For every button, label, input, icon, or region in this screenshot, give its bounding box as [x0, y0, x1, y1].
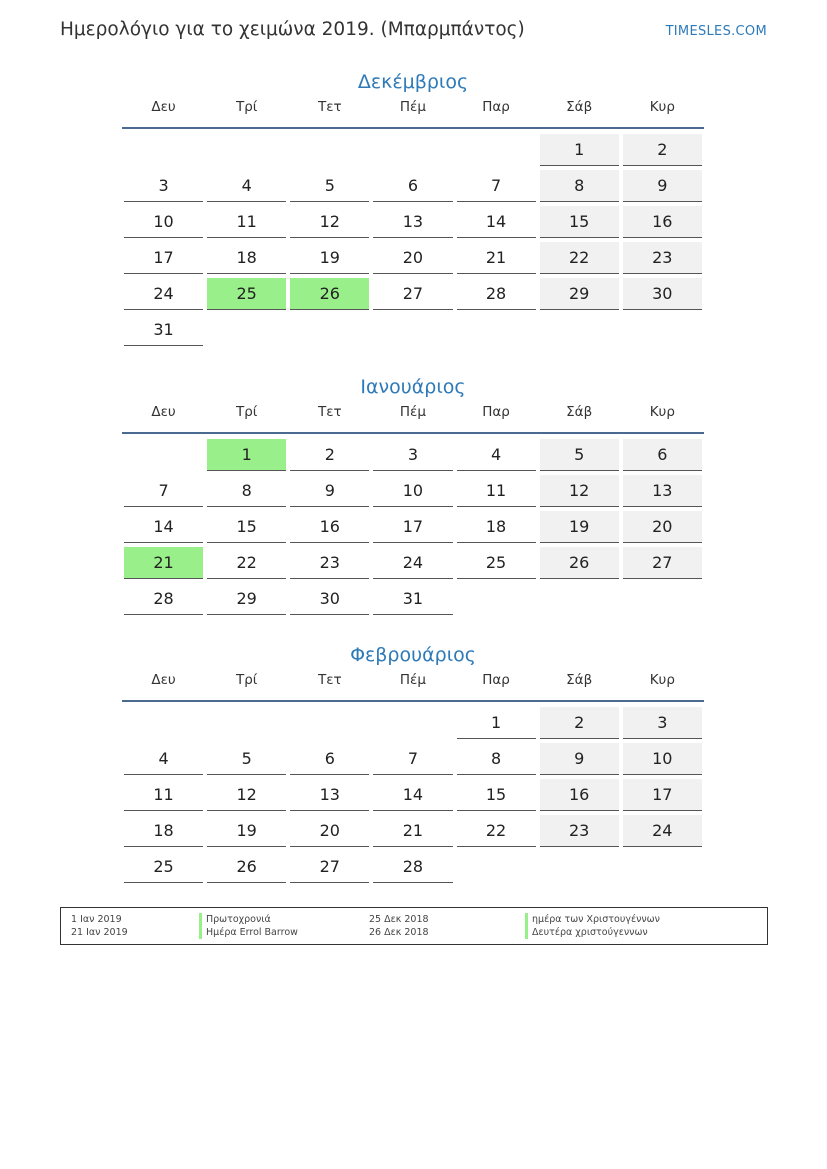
weekday-label: Τρί	[235, 404, 258, 420]
day-cell[interactable]	[205, 583, 288, 619]
empty-cell	[122, 707, 205, 743]
day-cell[interactable]	[371, 779, 454, 815]
weekday-header-row	[122, 670, 704, 702]
day-number: 3	[124, 170, 203, 202]
day-number: 19	[290, 242, 369, 274]
day-number: 14	[124, 511, 203, 543]
month-calendar	[122, 372, 704, 619]
day-number: 3	[623, 707, 702, 739]
day-cell[interactable]	[122, 743, 205, 779]
day-number: 15	[540, 206, 619, 238]
empty-cell	[205, 134, 288, 170]
page-title: Ημερολόγιο για το χειμώνα 2019. (Μπαρμπάντος)	[60, 19, 525, 40]
legend-date: 25 Δεκ 2018	[369, 914, 429, 925]
weekday-label: Πέμ	[399, 672, 426, 688]
day-cell[interactable]	[288, 779, 371, 815]
weekday-label: Κυρ	[649, 404, 675, 420]
day-number: 31	[124, 314, 203, 346]
day-number: 12	[540, 475, 619, 507]
weekday-label: Παρ	[482, 672, 510, 688]
day-cell[interactable]	[621, 278, 704, 314]
day-cell[interactable]	[288, 511, 371, 547]
day-cell[interactable]	[538, 475, 621, 511]
day-number: 24	[124, 278, 203, 310]
day-cell[interactable]	[288, 583, 371, 619]
day-cell[interactable]	[455, 475, 538, 511]
day-cell[interactable]	[538, 206, 621, 242]
day-number: 5	[207, 743, 286, 775]
day-number: 7	[124, 475, 203, 507]
day-cell[interactable]	[371, 743, 454, 779]
day-cell[interactable]	[455, 278, 538, 314]
day-number: 6	[373, 170, 452, 202]
day-number: 20	[623, 511, 702, 543]
day-number: 15	[207, 511, 286, 543]
day-number: 30	[290, 583, 369, 615]
day-cell[interactable]	[455, 815, 538, 851]
day-number: 26	[207, 851, 286, 883]
day-number: 23	[290, 547, 369, 579]
day-number: 15	[457, 779, 536, 811]
day-cell[interactable]	[371, 815, 454, 851]
day-cell[interactable]	[538, 511, 621, 547]
day-cell[interactable]	[538, 779, 621, 815]
empty-cell	[288, 134, 371, 170]
day-number: 31	[373, 583, 452, 615]
day-cell[interactable]	[205, 743, 288, 779]
day-number: 23	[623, 242, 702, 274]
day-number: 29	[207, 583, 286, 615]
day-cell[interactable]	[455, 206, 538, 242]
weekday-label: Κυρ	[649, 672, 675, 688]
day-number: 8	[207, 475, 286, 507]
day-number: 4	[457, 439, 536, 471]
day-number: 30	[623, 278, 702, 310]
day-number: 19	[207, 815, 286, 847]
day-cell[interactable]	[538, 134, 621, 170]
day-cell[interactable]	[122, 851, 205, 887]
day-number: 12	[207, 779, 286, 811]
day-cell[interactable]	[455, 439, 538, 475]
day-number: 2	[290, 439, 369, 471]
day-cell[interactable]	[288, 206, 371, 242]
empty-cell	[455, 134, 538, 170]
day-cell[interactable]	[455, 743, 538, 779]
day-cell[interactable]	[122, 242, 205, 278]
day-number: 8	[540, 170, 619, 202]
day-number: 23	[540, 815, 619, 847]
day-cell[interactable]	[288, 242, 371, 278]
day-number: 14	[373, 779, 452, 811]
day-number: 10	[623, 743, 702, 775]
weekday-label: Παρ	[482, 99, 510, 115]
empty-cell	[122, 134, 205, 170]
day-cell[interactable]	[538, 743, 621, 779]
weekday-label: Παρ	[482, 404, 510, 420]
day-cell[interactable]	[621, 743, 704, 779]
day-cell[interactable]	[621, 547, 704, 583]
weekday-label: Σάβ	[566, 672, 593, 688]
day-number: 11	[124, 779, 203, 811]
day-cell[interactable]	[371, 439, 454, 475]
month-title: Δεκέμβριος	[357, 71, 469, 93]
brand-logo-text[interactable]: TIMESLES.COM	[665, 24, 767, 39]
day-number: 27	[623, 547, 702, 579]
day-number: 28	[124, 583, 203, 615]
day-cell[interactable]	[371, 583, 454, 619]
day-number: 28	[373, 851, 452, 883]
day-number: 16	[623, 206, 702, 238]
day-number: 9	[623, 170, 702, 202]
day-cell[interactable]	[621, 815, 704, 851]
day-cell[interactable]	[288, 743, 371, 779]
day-number: 24	[373, 547, 452, 579]
day-number: 18	[207, 242, 286, 274]
day-cell[interactable]	[122, 206, 205, 242]
day-cell[interactable]	[288, 439, 371, 475]
day-number: 25	[457, 547, 536, 579]
day-cell[interactable]	[621, 779, 704, 815]
day-cell[interactable]	[288, 475, 371, 511]
day-cell[interactable]	[455, 511, 538, 547]
day-number: 7	[457, 170, 536, 202]
day-number: 1	[540, 134, 619, 166]
day-number: 6	[623, 439, 702, 471]
day-number: 4	[124, 743, 203, 775]
day-cell[interactable]	[205, 170, 288, 206]
weekday-label: Δευ	[151, 404, 176, 420]
day-cell[interactable]	[621, 475, 704, 511]
day-cell[interactable]	[455, 170, 538, 206]
day-cell[interactable]	[455, 707, 538, 743]
day-cell[interactable]	[205, 511, 288, 547]
day-cell[interactable]	[122, 475, 205, 511]
day-number: 21	[373, 815, 452, 847]
day-cell[interactable]	[371, 206, 454, 242]
day-cell[interactable]	[371, 278, 454, 314]
day-cell[interactable]	[538, 242, 621, 278]
legend-date: 26 Δεκ 2018	[369, 927, 429, 938]
day-number: 14	[457, 206, 536, 238]
day-cell[interactable]	[538, 815, 621, 851]
holiday-day-cell[interactable]	[205, 439, 288, 475]
day-number: 29	[540, 278, 619, 310]
day-cell[interactable]	[288, 170, 371, 206]
day-cell[interactable]	[621, 511, 704, 547]
day-number: 18	[457, 511, 536, 543]
legend-holiday-name: Δευτέρα χριστούγεννων	[525, 926, 648, 939]
weekday-header-row	[122, 402, 704, 434]
empty-cell	[371, 134, 454, 170]
day-number: 8	[457, 743, 536, 775]
day-cell[interactable]	[122, 583, 205, 619]
day-number: 17	[623, 779, 702, 811]
holiday-legend	[60, 907, 768, 945]
weekday-label: Δευ	[151, 99, 176, 115]
day-cell[interactable]	[205, 547, 288, 583]
month-calendar	[122, 67, 704, 350]
day-cell[interactable]	[455, 242, 538, 278]
empty-cell	[371, 707, 454, 743]
holiday-day-cell[interactable]	[288, 278, 371, 314]
weekday-header-row	[122, 97, 704, 129]
day-number: 21	[457, 242, 536, 274]
day-number: 22	[540, 242, 619, 274]
day-cell[interactable]	[621, 206, 704, 242]
day-number: 10	[373, 475, 452, 507]
weekday-label: Τετ	[317, 672, 342, 688]
day-cell[interactable]	[205, 242, 288, 278]
weekday-label: Σάβ	[566, 404, 593, 420]
empty-cell	[122, 439, 205, 475]
day-number: 16	[290, 511, 369, 543]
day-cell[interactable]	[621, 170, 704, 206]
day-cell[interactable]	[205, 206, 288, 242]
day-cell[interactable]	[371, 851, 454, 887]
day-cell[interactable]	[371, 511, 454, 547]
day-cell[interactable]	[538, 439, 621, 475]
day-number: 28	[457, 278, 536, 310]
day-cell[interactable]	[122, 815, 205, 851]
day-cell[interactable]	[288, 547, 371, 583]
day-number: 5	[290, 170, 369, 202]
day-cell[interactable]	[455, 779, 538, 815]
day-number: 17	[373, 511, 452, 543]
day-number: 22	[207, 547, 286, 579]
day-cell[interactable]	[371, 170, 454, 206]
day-cell[interactable]	[621, 242, 704, 278]
day-number: 16	[540, 779, 619, 811]
weekday-label: Πέμ	[399, 99, 426, 115]
day-grid	[122, 439, 704, 619]
day-cell[interactable]	[288, 815, 371, 851]
day-cell[interactable]	[621, 439, 704, 475]
day-cell[interactable]	[621, 707, 704, 743]
day-cell[interactable]	[538, 547, 621, 583]
day-cell[interactable]	[621, 134, 704, 170]
day-grid	[122, 707, 704, 887]
day-number: 22	[457, 815, 536, 847]
day-number: 2	[623, 134, 702, 166]
day-number: 2	[540, 707, 619, 739]
day-cell[interactable]	[538, 278, 621, 314]
day-number: 6	[290, 743, 369, 775]
weekday-label: Κυρ	[649, 99, 675, 115]
weekday-label: Τρί	[235, 672, 258, 688]
day-number: 19	[540, 511, 619, 543]
day-number: 27	[373, 278, 452, 310]
day-number: 11	[457, 475, 536, 507]
day-cell[interactable]	[371, 475, 454, 511]
day-grid	[122, 134, 704, 350]
day-cell[interactable]	[122, 278, 205, 314]
day-number: 13	[623, 475, 702, 507]
holiday-day-cell[interactable]	[122, 547, 205, 583]
day-number: 26	[290, 278, 369, 310]
legend-holiday-name: Ημέρα Errol Barrow	[199, 926, 298, 939]
day-number: 1	[207, 439, 286, 471]
day-number: 25	[207, 278, 286, 310]
day-cell[interactable]	[205, 851, 288, 887]
day-cell[interactable]	[371, 547, 454, 583]
day-cell[interactable]	[288, 851, 371, 887]
day-cell[interactable]	[205, 475, 288, 511]
legend-holiday-name: Πρωτοχρονιά	[199, 913, 271, 926]
weekday-label: Τετ	[317, 99, 342, 115]
day-number: 26	[540, 547, 619, 579]
day-cell[interactable]	[205, 815, 288, 851]
day-number: 12	[290, 206, 369, 238]
day-cell[interactable]	[371, 242, 454, 278]
day-cell[interactable]	[122, 779, 205, 815]
day-number: 4	[207, 170, 286, 202]
day-number: 13	[373, 206, 452, 238]
day-number: 21	[124, 547, 203, 579]
day-cell[interactable]	[538, 170, 621, 206]
weekday-label: Πέμ	[399, 404, 426, 420]
legend-date: 1 Ιαν 2019	[71, 914, 122, 925]
day-cell[interactable]	[122, 314, 205, 350]
holiday-day-cell[interactable]	[205, 278, 288, 314]
day-number: 17	[124, 242, 203, 274]
day-number: 1	[457, 707, 536, 739]
day-number: 3	[373, 439, 452, 471]
day-cell[interactable]	[122, 170, 205, 206]
weekday-label: Τετ	[317, 404, 342, 420]
empty-cell	[205, 707, 288, 743]
day-number: 7	[373, 743, 452, 775]
day-cell[interactable]	[538, 707, 621, 743]
day-number: 13	[290, 779, 369, 811]
day-number: 24	[623, 815, 702, 847]
weekday-label: Δευ	[151, 672, 176, 688]
day-number: 9	[290, 475, 369, 507]
weekday-label: Σάβ	[566, 99, 593, 115]
day-number: 5	[540, 439, 619, 471]
empty-cell	[288, 707, 371, 743]
day-cell[interactable]	[205, 779, 288, 815]
day-number: 20	[290, 815, 369, 847]
day-number: 27	[290, 851, 369, 883]
day-number: 25	[124, 851, 203, 883]
day-cell[interactable]	[455, 547, 538, 583]
day-number: 18	[124, 815, 203, 847]
legend-holiday-name: ημέρα των Χριστουγέννων	[525, 913, 660, 926]
weekday-label: Τρί	[235, 99, 258, 115]
month-title: Ιανουάριος	[360, 376, 466, 398]
day-number: 9	[540, 743, 619, 775]
month-title: Φεβρουάριος	[350, 644, 476, 666]
day-cell[interactable]	[122, 511, 205, 547]
day-number: 10	[124, 206, 203, 238]
legend-date: 21 Ιαν 2019	[71, 927, 128, 938]
month-calendar	[122, 640, 704, 887]
day-number: 11	[207, 206, 286, 238]
day-number: 20	[373, 242, 452, 274]
